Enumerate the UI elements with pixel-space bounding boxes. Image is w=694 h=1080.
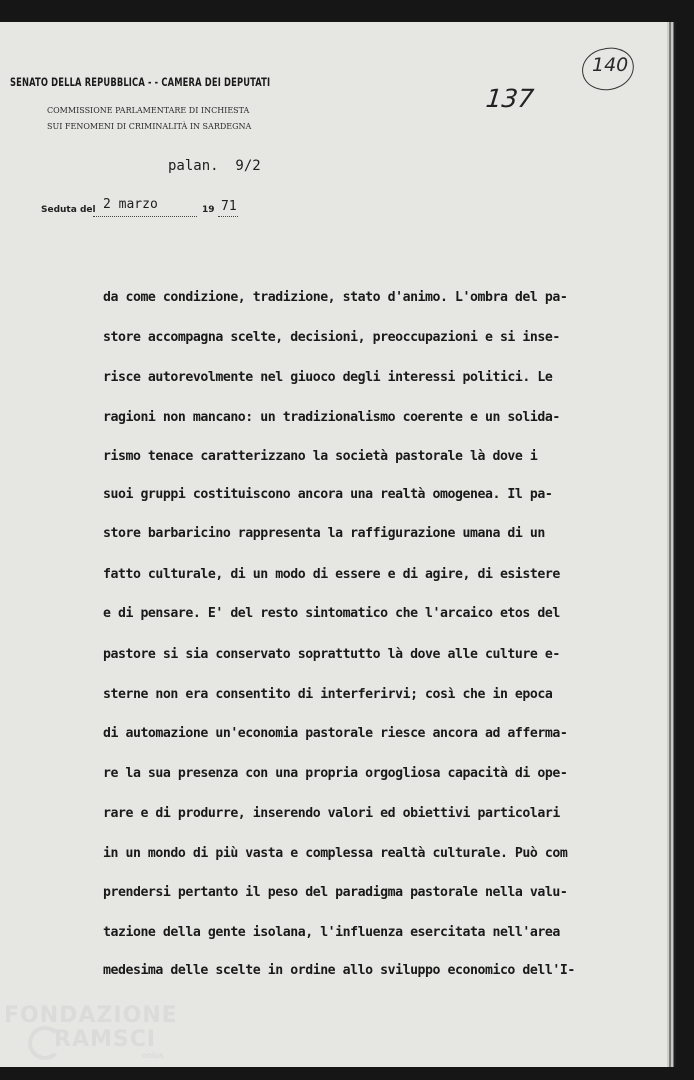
body-line: re la sua presenza con una propria orgogliosa capacità di ope- — [103, 766, 568, 781]
body-line: sterne non era consentito di interferirvi; così che in epoca — [103, 687, 553, 702]
body-line: in un mondo di più vasta e complessa realtà culturale. Può com — [103, 846, 568, 861]
watermark-suffix: onlus — [142, 1051, 164, 1060]
commission-line-1: COMMISSIONE PARLAMENTARE DI INCHIESTA — [47, 106, 250, 115]
session-year-suffix: 71 — [221, 199, 237, 214]
body-line: fatto culturale, di un modo di essere e di agire, di esistere — [103, 567, 560, 582]
body-line: pastore si sia conservato soprattutto là dove alle culture e- — [103, 647, 560, 662]
watermark-line-2: RAMSCI — [54, 1027, 157, 1052]
session-year-prefix: 19 — [202, 205, 215, 215]
body-line: ragioni non mancano: un tradizionalismo coerente e un solida- — [103, 410, 560, 425]
body-line: da come condizione, tradizione, stato d'animo. L'ombra del pa- — [103, 290, 568, 305]
body-line: prendersi pertanto il peso del paradigma pastorale nella valu- — [103, 885, 568, 900]
body-line: rismo tenace caratterizzano la società pastorale là dove i — [103, 449, 538, 464]
year-dotted-line — [218, 216, 238, 217]
handwritten-page-number: 137 — [484, 84, 536, 113]
body-line: tazione della gente isolana, l'influenza esercitata nell'area — [103, 925, 560, 940]
body-line: suoi gruppi costituiscono ancora una realtà omogenea. Il pa- — [103, 487, 553, 502]
body-line: rare e di produrre, inserendo valori ed obiettivi particolari — [103, 806, 560, 821]
reference-code: palan. 9/2 — [168, 158, 261, 174]
body-line: store barbaricino rappresenta la raffigurazione umana di un — [103, 526, 545, 541]
body-line: e di pensare. E' del resto sintomatico che l'arcaico etos del — [103, 606, 560, 621]
page-edge — [667, 22, 676, 1067]
document-page — [0, 22, 667, 1067]
body-line: medesima delle scelte in ordine allo sviluppo economico dell'I- — [103, 963, 575, 978]
institution-header: SENATO DELLA REPUBBLICA - - CAMERA DEI DEPUTATI — [10, 75, 271, 89]
body-line: risce autorevolmente nel giuoco degli interessi politici. Le — [103, 370, 553, 385]
commission-line-2: SUI FENOMENI DI CRIMINALITÀ IN SARDEGNA — [47, 122, 252, 131]
body-line: store accompagna scelte, decisioni, preoccupazioni e si inse- — [103, 330, 560, 345]
watermark-line-1: FONDAZIONE — [4, 1003, 178, 1028]
body-line: di automazione un'economia pastorale riesce ancora ad afferma- — [103, 726, 568, 741]
stamped-page-number: 140 — [592, 54, 629, 76]
session-label: Seduta del — [41, 205, 96, 215]
date-dotted-line — [93, 216, 197, 217]
session-date: 2 marzo — [103, 197, 158, 212]
